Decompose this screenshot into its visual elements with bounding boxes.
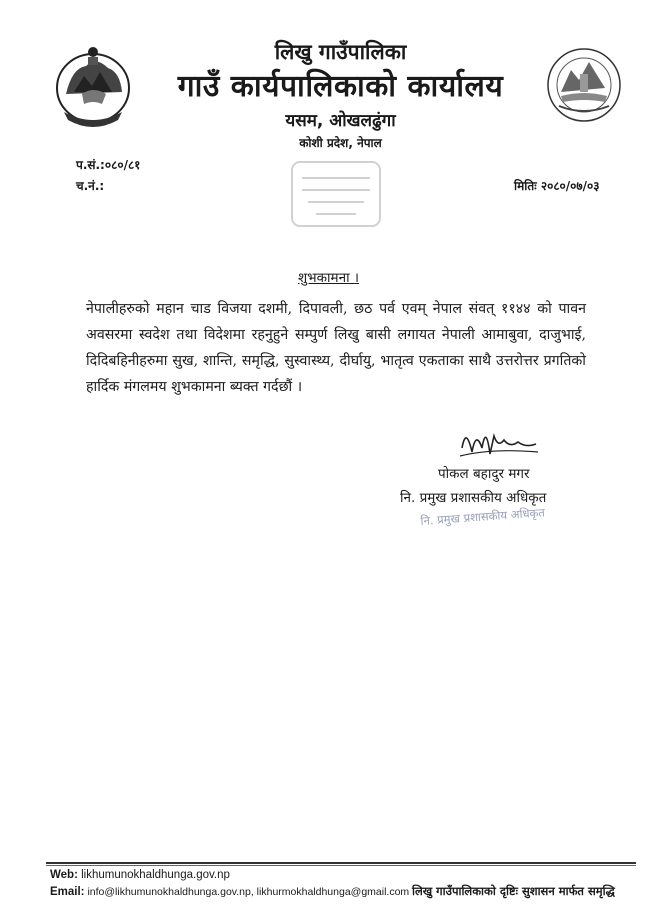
office-name: गाउँ कार्यपालिकाको कार्यालय <box>177 69 504 104</box>
email-label: Email: <box>50 886 85 898</box>
web-url[interactable]: likhumunokhaldhunga.gov.np <box>81 869 230 881</box>
footer-email <box>50 886 409 898</box>
handwritten-signature <box>452 418 542 462</box>
municipality-seal-icon <box>545 44 623 126</box>
signatory-title: नि. प्रमुख प्रशासकीय अधिकृत <box>400 490 547 506</box>
signatory-name: पोकल बहादुर मगर <box>438 466 530 482</box>
footer-website <box>50 869 230 881</box>
letter-body: नेपालीहरुको महान चाड विजया दशमी, दिपावली, छठ पर्व एवम् नेपाल संवत् ११४४ को पावन अवसरमा स्वदेश तथा विदेशमा रहनुहुने सम्पुर्ण लिखु बासी लगायत नेपाली आमाबुवा, दाजुभाई, दिदिबहिनीहरुमा सुख, शान्ति, समृद्धि, सुस्वास्थ्य, दीर्घायु, भातृत्व एकताका साथै उत्तरोत्तर प्रगतिको हार्दिक मंगलमय शुभकामना ब्यक्त गर्दछौं । <box>86 301 586 395</box>
signatory-stamp: नि. प्रमुख प्रशासकीय अधिकृत <box>420 505 546 528</box>
web-label: Web: <box>50 869 78 881</box>
office-stamp-icon <box>288 158 384 230</box>
province-country: कोशी प्रदेश, नेपाल <box>299 136 382 150</box>
email-addresses[interactable]: info@likhumunokhaldhunga.gov.np, likhurmokhaldhunga@gmail.com <box>87 886 410 898</box>
letter-subject: शुभकामना । <box>298 270 360 286</box>
footer-slogan: लिखु गाउँपालिकाको दृष्टिः सुशासन मार्फत समृद्धि <box>412 884 615 898</box>
letter-date: मितिः २०८०/०७/०३ <box>514 179 600 193</box>
footer-divider <box>46 862 636 864</box>
office-location: यसम, ओखलढुंगा <box>285 111 396 131</box>
dispatch-number: च.नं.: <box>76 179 105 193</box>
municipality-name: लिखु गाउँपालिका <box>274 40 407 64</box>
reference-number: प.सं.:०८०/८१ <box>76 158 141 172</box>
footer-divider-thin <box>46 865 636 866</box>
